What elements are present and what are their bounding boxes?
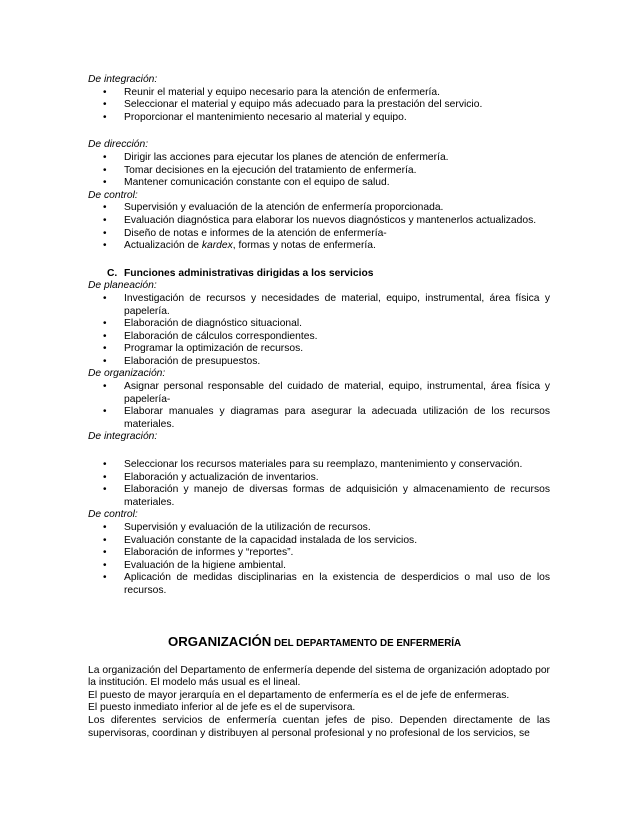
bullet-list-control-c xyxy=(88,522,550,598)
list-item: • Evaluación constante de la capacidad instalada de los servicios. xyxy=(103,534,418,546)
list-item: • Programar la optimización de recursos. xyxy=(103,343,304,355)
list-item: • Actualización de kardex, formas y notas de enfermería. xyxy=(103,240,376,252)
list-item: • Investigación de recursos y necesidades de material, equipo, instrumental, área física y papelería. xyxy=(103,292,550,317)
bullet-icon: • xyxy=(103,99,107,111)
list-item: • Elaborar manuales y diagramas para asegurar la adecuada utilización de los recursos materiales. xyxy=(103,406,550,430)
list-item: • Evaluación de la higiene ambiental. xyxy=(103,559,287,571)
list-item: • Proporcionar el mantenimiento necesario al material y equipo. xyxy=(103,111,407,123)
subsection-title-c: C. Funciones administrativas dirigidas a los servicios xyxy=(107,267,374,279)
bullet-icon: • xyxy=(103,381,107,393)
organization-paragraph: Los diferentes servicios de enfermería cuentan jefes de piso. Dependen directamente de las supervisoras, coordinan y distribuyen al personal profesional y no profesional de los servicios, se xyxy=(88,714,550,739)
section-heading-direccion: De dirección: xyxy=(88,139,149,151)
bullet-icon: • xyxy=(103,202,107,214)
list-item: • Evaluación diagnóstica para elaborar los nuevos diagnósticos y mantenerlos actualizados. xyxy=(103,214,537,226)
list-item: • Elaboración de diagnóstico situacional. xyxy=(103,318,303,330)
section-heading-organizacion: De organización: xyxy=(88,368,166,380)
bullet-list-organizacion xyxy=(88,381,550,431)
bullet-list-control xyxy=(88,202,550,252)
list-item: • Dirigir las acciones para ejecutar los planes de atención de enfermería. xyxy=(103,151,449,163)
list-item: • Tomar decisiones en la ejecución del tratamiento de enfermería. xyxy=(103,164,417,176)
bullet-icon: • xyxy=(103,406,107,418)
bullet-icon: • xyxy=(103,522,107,533)
list-item: • Elaboración de presupuestos. xyxy=(103,355,261,367)
bullet-icon: • xyxy=(103,484,107,496)
bullet-list-direccion xyxy=(88,152,550,190)
list-item: • Elaboración de informes y “reportes”. xyxy=(103,547,294,559)
organization-paragraph: La organización del Departamento de enfermería depende del sistema de organización adoptado por la institución. El modelo más usual es el lineal. xyxy=(88,664,550,689)
list-item: • Elaboración y manejo de diversas formas de adquisición y almacenamiento de recursos materiales. xyxy=(103,484,550,508)
bullet-icon: • xyxy=(103,164,107,176)
list-item: • Elaboración de cálculos correspondientes. xyxy=(103,330,318,342)
bullet-list-integracion xyxy=(88,87,550,125)
list-item: • Diseño de notas e informes de la atención de enfermería- xyxy=(103,227,387,239)
bullet-icon: • xyxy=(103,547,107,559)
bullet-icon: • xyxy=(103,330,107,342)
bullet-list-integracion-c xyxy=(88,459,550,509)
bullet-icon: • xyxy=(103,534,107,546)
list-item: • Elaboración y actualización de inventarios. xyxy=(103,471,319,483)
list-item: • Mantener comunicación constante con el equipo de salud. xyxy=(103,177,390,189)
bullet-icon: • xyxy=(103,572,107,584)
kardex-term: kardex xyxy=(201,240,233,252)
list-item: • Seleccionar los recursos materiales para su reemplazo, mantenimiento y conservación. xyxy=(103,459,523,471)
section-heading-control: De control: xyxy=(88,189,138,201)
list-item: • Asignar personal responsable del cuidado de material, equipo, instrumental, área física y papelería- xyxy=(103,381,550,405)
section-heading-integracion-c: De integración: xyxy=(88,431,158,443)
bullet-icon: • xyxy=(103,177,107,189)
section-heading-control-c: De control: xyxy=(88,509,138,521)
bullet-icon: • xyxy=(103,227,107,239)
bullet-icon: • xyxy=(103,318,107,330)
organization-paragraph: El puesto de mayor jerarquía en el departamento de enfermería es el de jefe de enfermeras. xyxy=(88,689,510,701)
list-item: • Aplicación de medidas disciplinarias en la existencia de desperdicios o mal uso de los recursos. xyxy=(103,572,550,596)
bullet-icon: • xyxy=(103,214,107,226)
section-heading-integracion: De integración: xyxy=(88,74,158,85)
list-item: • Reunir el material y equipo necesario para la atención de enfermería. xyxy=(103,86,440,98)
bullet-icon: • xyxy=(103,292,107,304)
organization-paragraph: El puesto inmediato inferior al de jefe es el de supervisora. xyxy=(88,702,356,714)
document-body xyxy=(88,74,550,740)
bullet-icon: • xyxy=(103,151,107,163)
bullet-icon: • xyxy=(103,559,107,571)
bullet-icon: • xyxy=(103,471,107,483)
bullet-icon: • xyxy=(103,240,107,252)
organization-title: ORGANIZACIÓN DEL DEPARTAMENTO DE ENFERMERÍA xyxy=(168,633,462,649)
bullet-icon: • xyxy=(103,343,107,355)
bullet-list-planeacion xyxy=(88,293,550,369)
section-heading-planeacion: De planeación: xyxy=(88,280,157,292)
list-item: • Seleccionar el material y equipo más adecuado para la prestación del servicio. xyxy=(103,99,483,111)
bullet-icon: • xyxy=(103,86,107,98)
list-item: • Supervisión y evaluación de la utilización de recursos. xyxy=(103,522,371,533)
list-item: • Supervisión y evaluación de la atención de enfermería proporcionada. xyxy=(103,202,444,214)
bullet-icon: • xyxy=(103,355,107,367)
bullet-icon: • xyxy=(103,111,107,123)
bullet-icon: • xyxy=(103,459,107,471)
